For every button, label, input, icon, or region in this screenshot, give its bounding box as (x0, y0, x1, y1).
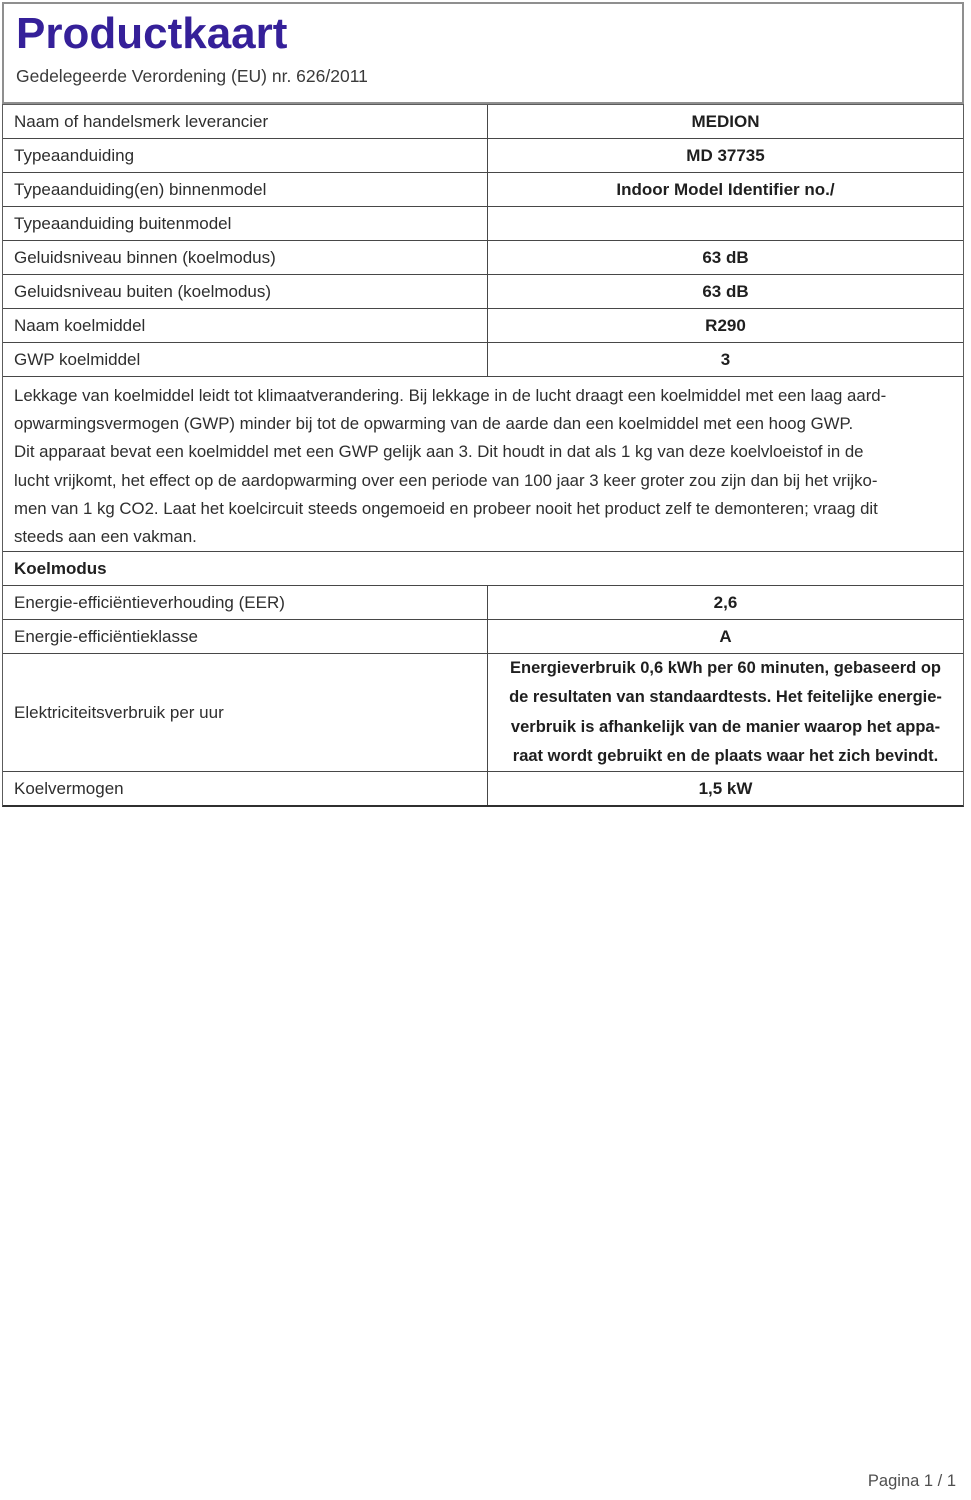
note-line: opwarmingsvermogen (GWP) minder bij tot de opwarming van de aarde dan een koelmiddel met een hoog GWP. (14, 414, 854, 434)
note-line: men van 1 kg CO2. Laat het koelcircuit steeds ongemoeid en probeer nooit het product zelf te demonteren; vraag dit (14, 498, 878, 518)
row-value: A (487, 620, 963, 653)
note-line: Dit apparaat bevat een koelmiddel met een GWP gelijk aan 3. Dit houdt in dat als 1 kg van deze koelvloeistof in de (14, 442, 864, 462)
table-row (3, 586, 963, 620)
page-title: Productkaart (16, 9, 288, 58)
note-line: lucht vrijkomt, het effect op de aardopwarming over een periode van 100 jaar 3 keer groter zou zijn dan bij het vrijko- (14, 470, 878, 490)
row-value: Indoor Model Identifier no./ (487, 173, 963, 206)
row-value (487, 207, 963, 240)
row-label: Naam of handelsmerk leverancier (14, 111, 269, 131)
consumption-line: de resultaten van standaardtests. Het feitelijke energie- (509, 688, 942, 707)
table-row-consumption (3, 654, 963, 772)
row-value: 63 dB (487, 241, 963, 274)
table-row (3, 275, 963, 309)
consumption-line: verbruik is afhankelijk van de manier waarop het appa- (510, 717, 941, 736)
row-label: Typeaanduiding(en) binnenmodel (14, 179, 267, 199)
row-label: Typeaanduiding (14, 145, 135, 165)
row-value: 3 (487, 343, 963, 376)
table-row (3, 343, 963, 377)
page-number: Pagina 1 / 1 (867, 1472, 956, 1490)
row-label: Typeaanduiding buitenmodel (14, 213, 232, 233)
row-label: Geluidsniveau buiten (koelmodus) (14, 281, 272, 301)
row-label: Energie-efficiëntieverhouding (EER) (14, 592, 285, 612)
regulation-subtitle: Gedelegeerde Verordening (EU) nr. 626/2011 (16, 66, 368, 87)
consumption-line: raat wordt gebruikt en de plaats waar het zich bevindt. (512, 746, 939, 765)
spec-table (2, 104, 964, 807)
note-line: Lekkage van koelmiddel leidt tot klimaatverandering. Bij lekkage in de lucht draagt een koelmiddel met een laag aard- (14, 386, 887, 405)
note-line: steeds aan een vakman. (14, 527, 197, 547)
table-row (3, 620, 963, 654)
row-label: Elektriciteitsverbruik per uur (14, 702, 224, 722)
row-label: GWP koelmiddel (14, 349, 141, 369)
row-label: Naam koelmiddel (14, 315, 146, 335)
table-row (3, 105, 963, 139)
row-label: Energie-efficiëntieklasse (14, 626, 198, 646)
header-box (2, 2, 964, 104)
row-value: R290 (487, 309, 963, 342)
table-row (3, 139, 963, 173)
row-value: MEDION (487, 105, 963, 138)
table-row (3, 772, 963, 805)
row-value: MD 37735 (487, 139, 963, 172)
row-value: 2,6 (487, 586, 963, 619)
row-value: 63 dB (487, 275, 963, 308)
row-value: 1,5 kW (487, 772, 963, 805)
row-value-consumption (487, 654, 963, 771)
table-row (3, 241, 963, 275)
consumption-line: Energieverbruik 0,6 kWh per 60 minuten, gebaseerd op (510, 658, 941, 677)
table-row (3, 207, 963, 241)
table-row (3, 309, 963, 343)
row-label: Koelvermogen (14, 778, 124, 798)
section-header-koelmodus: Koelmodus (3, 552, 963, 586)
refrigerant-note (3, 377, 963, 552)
table-row (3, 173, 963, 207)
row-label: Geluidsniveau binnen (koelmodus) (14, 247, 276, 267)
